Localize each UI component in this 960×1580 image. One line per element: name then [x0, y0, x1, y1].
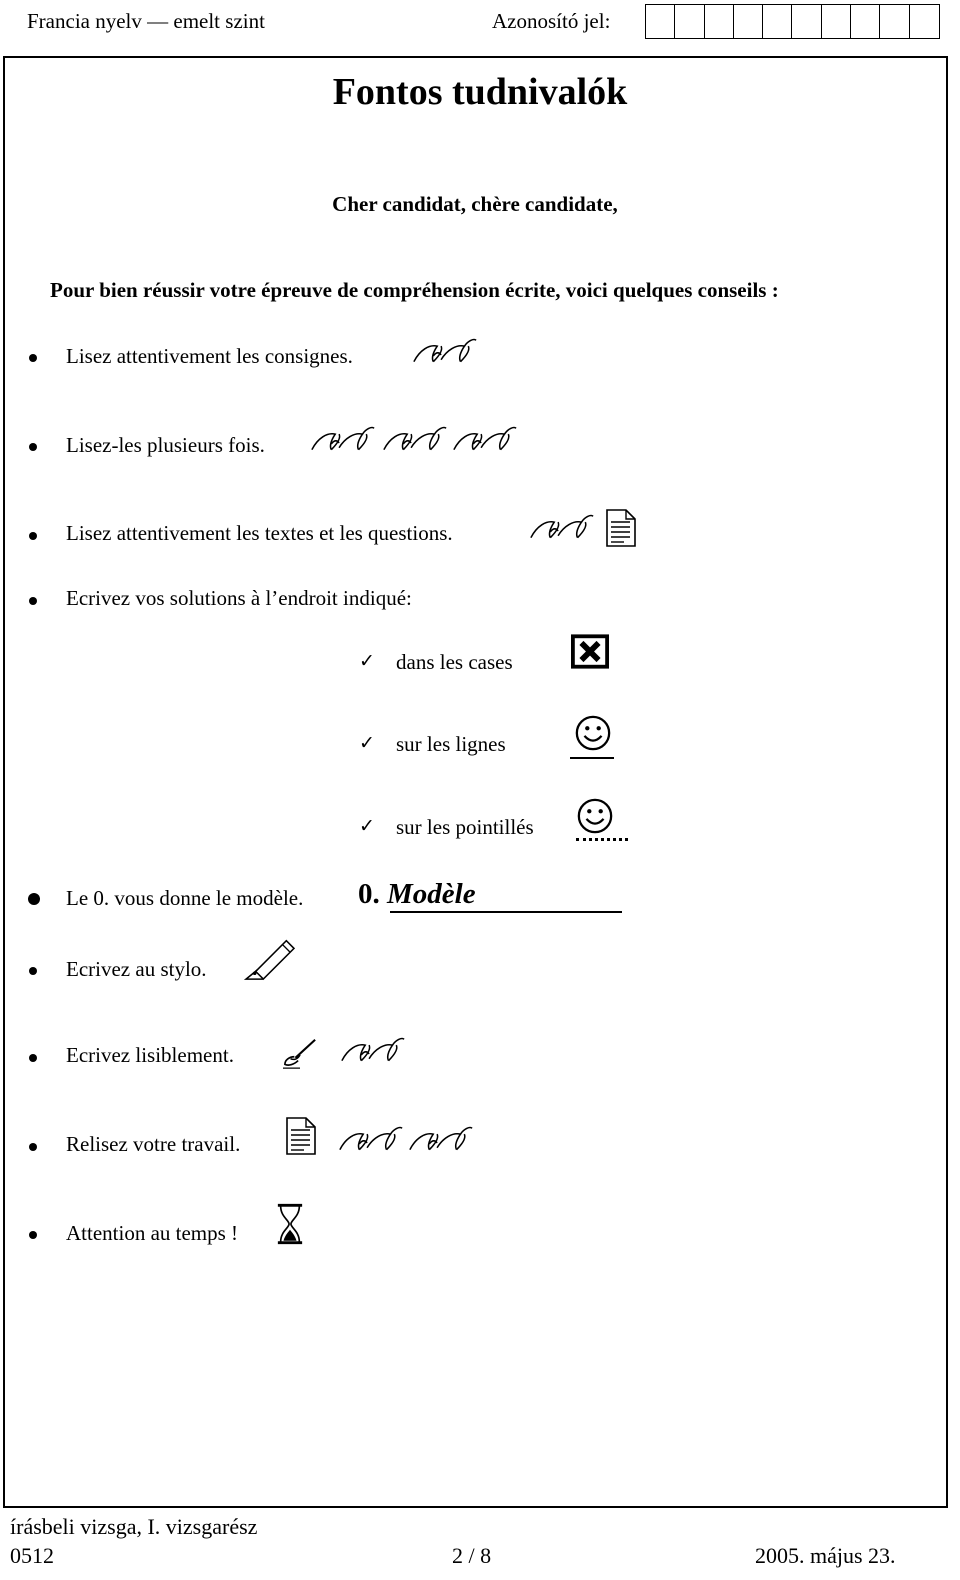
- footer-code: 0512: [10, 1543, 54, 1568]
- list-item-solutions: Ecrivez vos solutions à l’endroit indiqué:: [66, 586, 412, 610]
- list-item-lisiblement: Ecrivez lisiblement.: [66, 1043, 234, 1067]
- glasses-icon: [380, 424, 448, 454]
- document-icon: [606, 509, 636, 547]
- model-underline: [390, 911, 622, 913]
- greeting: Cher candidat, chère candidate,: [332, 192, 618, 216]
- list-item-temps: Attention au temps !: [66, 1221, 239, 1245]
- list-item-stylo: Ecrivez au stylo.: [66, 957, 207, 981]
- id-box[interactable]: [851, 5, 880, 38]
- checkmark-icon: ✓: [359, 816, 375, 837]
- list-item-modele: Le 0. vous donne le modèle.: [66, 886, 304, 910]
- bullet: [28, 893, 40, 905]
- id-box[interactable]: [880, 5, 909, 38]
- document-icon: [286, 1116, 316, 1156]
- id-box[interactable]: [763, 5, 792, 38]
- footer-exam-part: írásbeli vizsga, I. vizsgarész: [10, 1514, 258, 1539]
- glasses-icon: [308, 424, 376, 454]
- id-box[interactable]: [734, 5, 763, 38]
- list-item-consignes: Lisez attentivement les consignes.: [66, 344, 353, 368]
- glasses-icon: [410, 336, 478, 366]
- bullet: [29, 597, 37, 605]
- bullet: [29, 1231, 37, 1239]
- bullet: [29, 1143, 37, 1151]
- list-item-plusieurs-fois: Lisez-les plusieurs fois.: [66, 433, 265, 457]
- answer-line: [570, 757, 614, 759]
- content-frame: [3, 56, 948, 1508]
- page-title: Fontos tudnivalók: [332, 71, 628, 113]
- smiley-icon: [574, 714, 612, 752]
- id-box[interactable]: [705, 5, 734, 38]
- bullet: [29, 354, 37, 362]
- model-number: 0.: [358, 878, 380, 910]
- subitem-label: sur les lignes: [396, 732, 506, 756]
- checkmark-icon: ✓: [359, 651, 375, 672]
- writing-hand-icon: [280, 1036, 320, 1070]
- glasses-icon: [527, 512, 595, 542]
- id-boxes: [645, 4, 940, 39]
- bullet: [29, 967, 37, 975]
- id-box[interactable]: [822, 5, 851, 38]
- checkmark-icon: ✓: [359, 733, 375, 754]
- glasses-icon: [336, 1124, 404, 1154]
- smiley-icon: [576, 797, 614, 835]
- id-label: Azonosító jel:: [492, 9, 611, 33]
- bullet: [29, 1054, 37, 1062]
- header-subject: Francia nyelv — emelt szint: [27, 9, 265, 33]
- glasses-icon: [338, 1035, 406, 1065]
- id-box[interactable]: [792, 5, 821, 38]
- model-example: [358, 878, 476, 911]
- id-box[interactable]: [910, 5, 939, 38]
- id-box[interactable]: [646, 5, 675, 38]
- footer-page-number: 2 / 8: [452, 1543, 492, 1568]
- glasses-icon: [406, 1124, 474, 1154]
- dotted-line: [576, 838, 628, 841]
- hourglass-icon: [276, 1202, 304, 1246]
- list-item-relisez: Relisez votre travail.: [66, 1132, 241, 1156]
- subitem-label: dans les cases: [396, 650, 513, 674]
- fountain-pen-icon: [244, 935, 298, 981]
- model-label: Modèle: [387, 878, 476, 910]
- footer-date: 2005. május 23.: [755, 1543, 896, 1568]
- list-item-textes-questions: Lisez attentivement les textes et les questions.: [66, 521, 453, 545]
- glasses-icon: [450, 424, 518, 454]
- subitem-label: sur les pointillés: [396, 815, 534, 839]
- x-box-icon: [571, 634, 609, 669]
- bullet: [29, 532, 37, 540]
- id-box[interactable]: [675, 5, 704, 38]
- intro-text: Pour bien réussir votre épreuve de compréhension écrite, voici quelques conseils :: [50, 278, 779, 302]
- bullet: [29, 443, 37, 451]
